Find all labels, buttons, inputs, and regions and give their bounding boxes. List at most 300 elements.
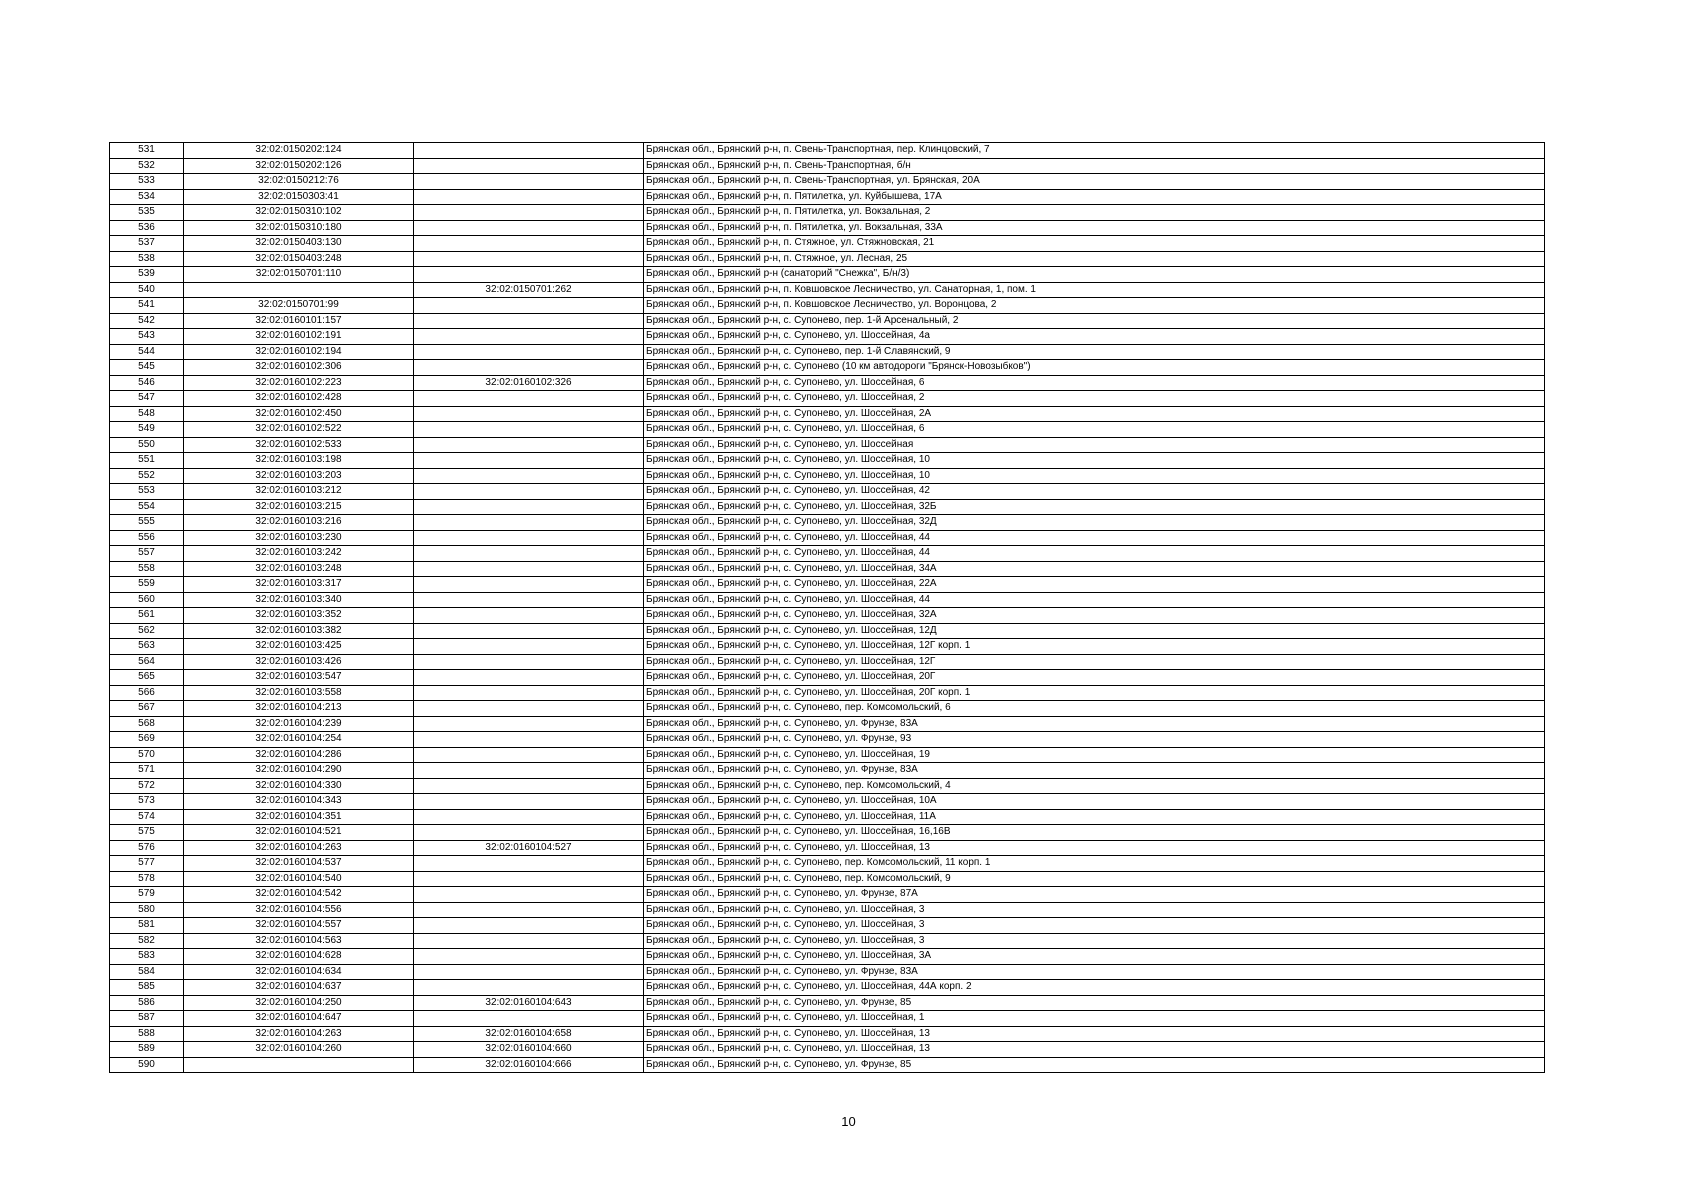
address-cell: Брянская обл., Брянский р-н, с. Супонево, ул. Шоссейная, 13 [644,1042,1545,1058]
row-number-cell: 547 [110,391,184,407]
building-cadastral-number-cell: 32:02:0150701:262 [414,282,644,298]
address-cell: Брянская обл., Брянский р-н, п. Ковшовское Лесничество, ул. Воронцова, 2 [644,298,1545,314]
row-number-cell: 582 [110,933,184,949]
building-cadastral-number-cell [414,825,644,841]
building-cadastral-number-cell [414,887,644,903]
address-cell: Брянская обл., Брянский р-н, с. Супонево, ул. Шоссейная, 44 [644,546,1545,562]
table-row [110,251,1545,267]
row-number-cell: 558 [110,561,184,577]
cadastral-number-cell [184,1057,414,1073]
table-row [110,344,1545,360]
building-cadastral-number-cell: 32:02:0160104:666 [414,1057,644,1073]
address-cell: Брянская обл., Брянский р-н, с. Супонево, ул. Шоссейная, 20Г [644,670,1545,686]
table-row [110,964,1545,980]
registry-table-body [110,143,1545,1073]
table-row [110,995,1545,1011]
address-cell: Брянская обл., Брянский р-н, с. Супонево, ул. Шоссейная, 44А корп. 2 [644,980,1545,996]
table-row [110,360,1545,376]
cadastral-number-cell: 32:02:0150303:41 [184,189,414,205]
table-row [110,143,1545,159]
table-row [110,220,1545,236]
row-number-cell: 571 [110,763,184,779]
building-cadastral-number-cell [414,546,644,562]
table-row [110,546,1545,562]
cadastral-number-cell: 32:02:0160103:317 [184,577,414,593]
building-cadastral-number-cell [414,515,644,531]
table-row [110,282,1545,298]
table-row [110,329,1545,345]
row-number-cell: 531 [110,143,184,159]
building-cadastral-number-cell [414,856,644,872]
address-cell: Брянская обл., Брянский р-н, с. Супонево, пер. Комсомольский, 6 [644,701,1545,717]
table-row [110,902,1545,918]
address-cell: Брянская обл., Брянский р-н, с. Супонево, ул. Шоссейная, 12Д [644,623,1545,639]
row-number-cell: 575 [110,825,184,841]
building-cadastral-number-cell [414,809,644,825]
row-number-cell: 585 [110,980,184,996]
row-number-cell: 586 [110,995,184,1011]
cadastral-number-cell: 32:02:0160103:547 [184,670,414,686]
building-cadastral-number-cell [414,236,644,252]
address-cell: Брянская обл., Брянский р-н, с. Супонево, ул. Шоссейная, 6 [644,375,1545,391]
building-cadastral-number-cell [414,251,644,267]
building-cadastral-number-cell [414,189,644,205]
address-cell: Брянская обл., Брянский р-н, с. Супонево, ул. Шоссейная, 19 [644,747,1545,763]
building-cadastral-number-cell [414,732,644,748]
table-row [110,561,1545,577]
address-cell: Брянская обл., Брянский р-н, с. Супонево, ул. Шоссейная, 1 [644,1011,1545,1027]
row-number-cell: 544 [110,344,184,360]
address-cell: Брянская обл., Брянский р-н, с. Супонево, ул. Шоссейная, 12Г корп. 1 [644,639,1545,655]
table-row [110,840,1545,856]
table-row [110,778,1545,794]
cadastral-number-cell: 32:02:0160104:557 [184,918,414,934]
building-cadastral-number-cell [414,747,644,763]
cadastral-number-cell: 32:02:0160103:216 [184,515,414,531]
row-number-cell: 572 [110,778,184,794]
address-cell: Брянская обл., Брянский р-н, с. Супонево, пер. Комсомольский, 4 [644,778,1545,794]
row-number-cell: 590 [110,1057,184,1073]
building-cadastral-number-cell [414,329,644,345]
address-cell: Брянская обл., Брянский р-н, с. Супонево, ул. Фрунзе, 85 [644,995,1545,1011]
cadastral-number-cell: 32:02:0150310:180 [184,220,414,236]
cadastral-number-cell: 32:02:0160103:340 [184,592,414,608]
address-cell: Брянская обл., Брянский р-н, с. Супонево, ул. Шоссейная [644,437,1545,453]
building-cadastral-number-cell [414,639,644,655]
table-row [110,1042,1545,1058]
row-number-cell: 552 [110,468,184,484]
cadastral-number-cell: 32:02:0150310:102 [184,205,414,221]
building-cadastral-number-cell [414,608,644,624]
address-cell: Брянская обл., Брянский р-н, с. Супонево, ул. Шоссейная, 44 [644,592,1545,608]
building-cadastral-number-cell [414,670,644,686]
building-cadastral-number-cell: 32:02:0160104:643 [414,995,644,1011]
row-number-cell: 549 [110,422,184,438]
cadastral-number-cell: 32:02:0150701:110 [184,267,414,283]
cadastral-number-cell: 32:02:0160102:191 [184,329,414,345]
table-row [110,794,1545,810]
address-cell: Брянская обл., Брянский р-н, п. Свень-Транспортная, ул. Брянская, 20А [644,174,1545,190]
row-number-cell: 587 [110,1011,184,1027]
row-number-cell: 569 [110,732,184,748]
cadastral-number-cell: 32:02:0160103:558 [184,685,414,701]
row-number-cell: 541 [110,298,184,314]
cadastral-number-cell: 32:02:0160102:223 [184,375,414,391]
address-cell: Брянская обл., Брянский р-н, п. Пятилетка, ул. Вокзальная, 33А [644,220,1545,236]
address-cell: Брянская обл., Брянский р-н, с. Супонево, ул. Фрунзе, 83А [644,763,1545,779]
address-cell: Брянская обл., Брянский р-н, с. Супонево, ул. Шоссейная, 16,16В [644,825,1545,841]
row-number-cell: 576 [110,840,184,856]
table-row [110,158,1545,174]
table-row [110,592,1545,608]
building-cadastral-number-cell [414,871,644,887]
cadastral-number-cell: 32:02:0160104:286 [184,747,414,763]
address-cell: Брянская обл., Брянский р-н, с. Супонево, ул. Шоссейная, 13 [644,840,1545,856]
address-cell: Брянская обл., Брянский р-н, с. Супонево, ул. Шоссейная, 3А [644,949,1545,965]
table-row [110,623,1545,639]
address-cell: Брянская обл., Брянский р-н, с. Супонево, пер. 1-й Арсенальный, 2 [644,313,1545,329]
table-row [110,453,1545,469]
building-cadastral-number-cell: 32:02:0160102:326 [414,375,644,391]
address-cell: Брянская обл., Брянский р-н, с. Супонево, ул. Шоссейная, 12Г [644,654,1545,670]
address-cell: Брянская обл., Брянский р-н, с. Супонево, ул. Фрунзе, 83А [644,964,1545,980]
address-cell: Брянская обл., Брянский р-н, с. Супонево, ул. Шоссейная, 32Д [644,515,1545,531]
row-number-cell: 567 [110,701,184,717]
cadastral-number-cell: 32:02:0160104:254 [184,732,414,748]
table-row [110,391,1545,407]
table-row [110,918,1545,934]
building-cadastral-number-cell [414,980,644,996]
building-cadastral-number-cell [414,391,644,407]
address-cell: Брянская обл., Брянский р-н, с. Супонево, ул. Шоссейная, 3 [644,902,1545,918]
table-row [110,825,1545,841]
address-cell: Брянская обл., Брянский р-н, с. Супонево, ул. Фрунзе, 85 [644,1057,1545,1073]
building-cadastral-number-cell [414,701,644,717]
cadastral-number-cell: 32:02:0160101:157 [184,313,414,329]
address-cell: Брянская обл., Брянский р-н, с. Супонево, ул. Шоссейная, 13 [644,1026,1545,1042]
row-number-cell: 565 [110,670,184,686]
address-cell: Брянская обл., Брянский р-н, с. Супонево, ул. Шоссейная, 4а [644,329,1545,345]
table-row [110,716,1545,732]
cadastral-number-cell: 32:02:0160103:198 [184,453,414,469]
row-number-cell: 554 [110,499,184,515]
row-number-cell: 588 [110,1026,184,1042]
row-number-cell: 553 [110,484,184,500]
row-number-cell: 564 [110,654,184,670]
address-cell: Брянская обл., Брянский р-н, с. Супонево, ул. Фрунзе, 93 [644,732,1545,748]
table-row [110,577,1545,593]
building-cadastral-number-cell [414,143,644,159]
table-row [110,267,1545,283]
table-row [110,189,1545,205]
building-cadastral-number-cell [414,530,644,546]
building-cadastral-number-cell [414,561,644,577]
cadastral-number-cell: 32:02:0160103:203 [184,468,414,484]
cadastral-number-cell: 32:02:0160102:194 [184,344,414,360]
row-number-cell: 550 [110,437,184,453]
cadastral-number-cell: 32:02:0160104:563 [184,933,414,949]
cadastral-number-cell: 32:02:0160103:212 [184,484,414,500]
cadastral-number-cell: 32:02:0160102:306 [184,360,414,376]
cadastral-number-cell: 32:02:0160104:540 [184,871,414,887]
cadastral-number-cell: 32:02:0150202:126 [184,158,414,174]
row-number-cell: 546 [110,375,184,391]
cadastral-number-cell: 32:02:0160104:637 [184,980,414,996]
building-cadastral-number-cell [414,1011,644,1027]
building-cadastral-number-cell: 32:02:0160104:660 [414,1042,644,1058]
address-cell: Брянская обл., Брянский р-н, с. Супонево, пер. Комсомольский, 11 корп. 1 [644,856,1545,872]
cadastral-number-cell: 32:02:0150202:124 [184,143,414,159]
building-cadastral-number-cell: 32:02:0160104:527 [414,840,644,856]
address-cell: Брянская обл., Брянский р-н (санаторий "Снежка", Б/н/3) [644,267,1545,283]
building-cadastral-number-cell [414,298,644,314]
cadastral-number-cell: 32:02:0150403:130 [184,236,414,252]
building-cadastral-number-cell [414,933,644,949]
building-cadastral-number-cell [414,406,644,422]
building-cadastral-number-cell [414,716,644,732]
building-cadastral-number-cell [414,313,644,329]
row-number-cell: 560 [110,592,184,608]
cadastral-number-cell: 32:02:0160104:263 [184,840,414,856]
table-row [110,980,1545,996]
building-cadastral-number-cell [414,453,644,469]
address-cell: Брянская обл., Брянский р-н, с. Супонево, ул. Шоссейная, 11А [644,809,1545,825]
building-cadastral-number-cell [414,205,644,221]
row-number-cell: 545 [110,360,184,376]
row-number-cell: 536 [110,220,184,236]
building-cadastral-number-cell [414,902,644,918]
row-number-cell: 533 [110,174,184,190]
building-cadastral-number-cell [414,360,644,376]
table-row [110,887,1545,903]
building-cadastral-number-cell [414,158,644,174]
cadastral-number-cell: 32:02:0160103:248 [184,561,414,577]
address-cell: Брянская обл., Брянский р-н, с. Супонево, ул. Шоссейная, 6 [644,422,1545,438]
address-cell: Брянская обл., Брянский р-н, с. Супонево, пер. Комсомольский, 9 [644,871,1545,887]
address-cell: Брянская обл., Брянский р-н, с. Супонево, ул. Шоссейная, 42 [644,484,1545,500]
table-row [110,236,1545,252]
row-number-cell: 562 [110,623,184,639]
address-cell: Брянская обл., Брянский р-н, с. Супонево, ул. Шоссейная, 3 [644,918,1545,934]
address-cell: Брянская обл., Брянский р-н, с. Супонево, ул. Шоссейная, 32Б [644,499,1545,515]
row-number-cell: 589 [110,1042,184,1058]
building-cadastral-number-cell [414,174,644,190]
table-row [110,1026,1545,1042]
table-row [110,499,1545,515]
address-cell: Брянская обл., Брянский р-н, п. Пятилетка, ул. Вокзальная, 2 [644,205,1545,221]
cadastral-number-cell: 32:02:0160102:450 [184,406,414,422]
building-cadastral-number-cell [414,577,644,593]
address-cell: Брянская обл., Брянский р-н, с. Супонево, ул. Шоссейная, 34А [644,561,1545,577]
row-number-cell: 534 [110,189,184,205]
cadastral-number-cell: 32:02:0160103:230 [184,530,414,546]
row-number-cell: 563 [110,639,184,655]
address-cell: Брянская обл., Брянский р-н, с. Супонево, ул. Шоссейная, 2А [644,406,1545,422]
table-row [110,298,1545,314]
row-number-cell: 579 [110,887,184,903]
building-cadastral-number-cell [414,422,644,438]
address-cell: Брянская обл., Брянский р-н, с. Супонево, ул. Шоссейная, 3 [644,933,1545,949]
building-cadastral-number-cell [414,267,644,283]
building-cadastral-number-cell [414,437,644,453]
row-number-cell: 535 [110,205,184,221]
cadastral-number-cell: 32:02:0160104:647 [184,1011,414,1027]
building-cadastral-number-cell [414,592,644,608]
cadastral-number-cell: 32:02:0160103:382 [184,623,414,639]
building-cadastral-number-cell [414,964,644,980]
cadastral-number-cell: 32:02:0160104:542 [184,887,414,903]
address-cell: Брянская обл., Брянский р-н, п. Ковшовское Лесничество, ул. Санаторная, 1, пом. 1 [644,282,1545,298]
address-cell: Брянская обл., Брянский р-н, п. Стяжное, ул. Лесная, 25 [644,251,1545,267]
cadastral-number-cell: 32:02:0160103:215 [184,499,414,515]
cadastral-number-cell: 32:02:0160103:242 [184,546,414,562]
building-cadastral-number-cell [414,220,644,236]
cadastral-number-cell: 32:02:0160104:330 [184,778,414,794]
table-row [110,949,1545,965]
table-row [110,856,1545,872]
cadastral-number-cell: 32:02:0160102:428 [184,391,414,407]
cadastral-number-cell: 32:02:0160104:250 [184,995,414,1011]
building-cadastral-number-cell [414,794,644,810]
building-cadastral-number-cell [414,654,644,670]
cadastral-number-cell: 32:02:0150701:99 [184,298,414,314]
building-cadastral-number-cell [414,623,644,639]
address-cell: Брянская обл., Брянский р-н, с. Супонево, ул. Шоссейная, 10А [644,794,1545,810]
table-row [110,809,1545,825]
table-row [110,685,1545,701]
building-cadastral-number-cell [414,685,644,701]
address-cell: Брянская обл., Брянский р-н, с. Супонево, ул. Шоссейная, 44 [644,530,1545,546]
cadastral-number-cell: 32:02:0160104:628 [184,949,414,965]
cadastral-number-cell: 32:02:0150212:76 [184,174,414,190]
table-row [110,205,1545,221]
table-row [110,654,1545,670]
building-cadastral-number-cell [414,468,644,484]
table-row [110,375,1545,391]
row-number-cell: 542 [110,313,184,329]
row-number-cell: 559 [110,577,184,593]
row-number-cell: 537 [110,236,184,252]
registry-table [109,142,1545,1073]
row-number-cell: 548 [110,406,184,422]
building-cadastral-number-cell [414,499,644,515]
cadastral-number-cell: 32:02:0160104:634 [184,964,414,980]
cadastral-number-cell: 32:02:0160104:556 [184,902,414,918]
table-row [110,468,1545,484]
address-cell: Брянская обл., Брянский р-н, п. Пятилетка, ул. Куйбышева, 17А [644,189,1545,205]
address-cell: Брянская обл., Брянский р-н, п. Свень-Транспортная, пер. Клинцовский, 7 [644,143,1545,159]
row-number-cell: 539 [110,267,184,283]
row-number-cell: 573 [110,794,184,810]
building-cadastral-number-cell [414,778,644,794]
building-cadastral-number-cell [414,763,644,779]
table-row [110,933,1545,949]
table-row [110,313,1545,329]
cadastral-number-cell: 32:02:0160102:533 [184,437,414,453]
building-cadastral-number-cell: 32:02:0160104:658 [414,1026,644,1042]
address-cell: Брянская обл., Брянский р-н, п. Стяжное, ул. Стяжновская, 21 [644,236,1545,252]
building-cadastral-number-cell [414,949,644,965]
cadastral-number-cell [184,282,414,298]
table-row [110,871,1545,887]
cadastral-number-cell: 32:02:0160104:263 [184,1026,414,1042]
table-row [110,406,1545,422]
address-cell: Брянская обл., Брянский р-н, п. Свень-Транспортная, б/н [644,158,1545,174]
address-cell: Брянская обл., Брянский р-н, с. Супонево, ул. Шоссейная, 22А [644,577,1545,593]
table-row [110,639,1545,655]
cadastral-number-cell: 32:02:0150403:248 [184,251,414,267]
row-number-cell: 570 [110,747,184,763]
table-row [110,608,1545,624]
row-number-cell: 568 [110,716,184,732]
table-row [110,732,1545,748]
row-number-cell: 540 [110,282,184,298]
row-number-cell: 581 [110,918,184,934]
table-row [110,174,1545,190]
row-number-cell: 561 [110,608,184,624]
cadastral-number-cell: 32:02:0160103:425 [184,639,414,655]
cadastral-number-cell: 32:02:0160104:521 [184,825,414,841]
table-row [110,1011,1545,1027]
cadastral-number-cell: 32:02:0160103:426 [184,654,414,670]
building-cadastral-number-cell [414,484,644,500]
table-row [110,515,1545,531]
table-row [110,437,1545,453]
cadastral-number-cell: 32:02:0160104:343 [184,794,414,810]
row-number-cell: 543 [110,329,184,345]
address-cell: Брянская обл., Брянский р-н, с. Супонево, ул. Шоссейная, 32А [644,608,1545,624]
cadastral-number-cell: 32:02:0160102:522 [184,422,414,438]
table-row [110,484,1545,500]
address-cell: Брянская обл., Брянский р-н, с. Супонево (10 км автодороги "Брянск-Новозыбков") [644,360,1545,376]
row-number-cell: 583 [110,949,184,965]
address-cell: Брянская обл., Брянский р-н, с. Супонево, ул. Фрунзе, 83А [644,716,1545,732]
cadastral-number-cell: 32:02:0160104:290 [184,763,414,779]
row-number-cell: 555 [110,515,184,531]
table-row [110,747,1545,763]
cadastral-number-cell: 32:02:0160104:351 [184,809,414,825]
row-number-cell: 578 [110,871,184,887]
table-row [110,763,1545,779]
table-row [110,701,1545,717]
row-number-cell: 532 [110,158,184,174]
table-row [110,422,1545,438]
table-row [110,1057,1545,1073]
row-number-cell: 538 [110,251,184,267]
row-number-cell: 577 [110,856,184,872]
row-number-cell: 566 [110,685,184,701]
building-cadastral-number-cell [414,344,644,360]
cadastral-number-cell: 32:02:0160104:537 [184,856,414,872]
address-cell: Брянская обл., Брянский р-н, с. Супонево, ул. Шоссейная, 2 [644,391,1545,407]
address-cell: Брянская обл., Брянский р-н, с. Супонево, ул. Шоссейная, 10 [644,453,1545,469]
address-cell: Брянская обл., Брянский р-н, с. Супонево, ул. Фрунзе, 87А [644,887,1545,903]
cadastral-number-cell: 32:02:0160104:213 [184,701,414,717]
table-row [110,670,1545,686]
row-number-cell: 574 [110,809,184,825]
row-number-cell: 584 [110,964,184,980]
address-cell: Брянская обл., Брянский р-н, с. Супонево, ул. Шоссейная, 10 [644,468,1545,484]
row-number-cell: 557 [110,546,184,562]
row-number-cell: 551 [110,453,184,469]
table-row [110,530,1545,546]
building-cadastral-number-cell [414,918,644,934]
address-cell: Брянская обл., Брянский р-н, с. Супонево, ул. Шоссейная, 20Г корп. 1 [644,685,1545,701]
cadastral-number-cell: 32:02:0160104:260 [184,1042,414,1058]
page-number: 10 [841,1114,856,1129]
cadastral-number-cell: 32:02:0160104:239 [184,716,414,732]
address-cell: Брянская обл., Брянский р-н, с. Супонево, пер. 1-й Славянский, 9 [644,344,1545,360]
